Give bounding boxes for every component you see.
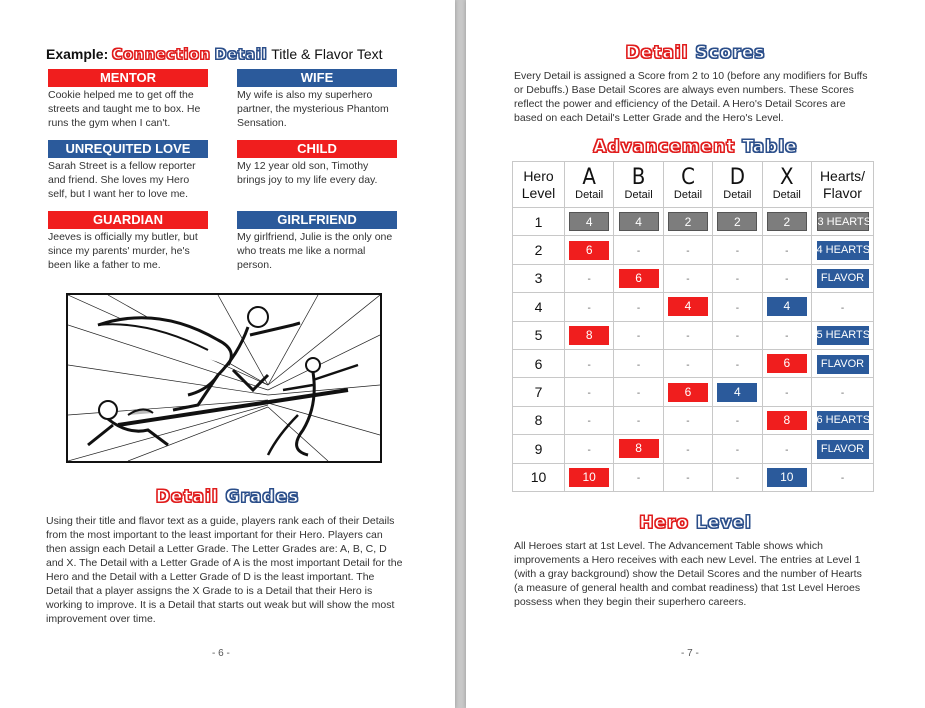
detail-score-cell (762, 378, 811, 406)
detail-score-cell (663, 349, 712, 377)
empty-dash: - (636, 302, 641, 314)
empty-dash: - (735, 359, 740, 371)
empty-dash: - (636, 246, 641, 258)
detail-score-cell (762, 463, 811, 491)
empty-dash: - (686, 444, 690, 456)
connection-title: MENTOR (48, 69, 208, 87)
detail-score-cell (565, 406, 614, 434)
hearts-flavor-chip: 5 HEARTS (817, 326, 869, 345)
hearts-flavor-chip: FLAVOR (817, 269, 869, 288)
hearts-flavor-cell (812, 264, 874, 292)
detail-score-cell (565, 236, 614, 264)
score-chip: 4 (717, 383, 757, 402)
empty-dash: - (735, 274, 740, 286)
connection-mentor (48, 69, 208, 130)
header-grade-c (663, 162, 712, 208)
connection-guardian (48, 211, 208, 272)
detail-score-cell (663, 321, 712, 349)
score-chip: 6 (569, 241, 609, 260)
hearts-flavor-cell (812, 321, 874, 349)
comic-fight-illustration (66, 293, 382, 463)
detail-score-cell (565, 463, 614, 491)
detail-score-cell (713, 378, 762, 406)
detail-word: Detail (772, 189, 801, 201)
header-grade-x (762, 162, 811, 208)
title-word: Detail (155, 487, 219, 507)
hearts-flavor-chip: 3 HEARTS (817, 212, 869, 231)
hero-level-cell: 5 (513, 321, 565, 349)
empty-dash: - (587, 388, 591, 400)
score-chip: 8 (767, 411, 807, 430)
example-word-detail: Detail (214, 47, 268, 63)
detail-score-cell (713, 406, 762, 434)
header-hero-level (513, 162, 565, 208)
hearts-flavor-cell (812, 406, 874, 434)
table-row (513, 208, 874, 236)
table-row (513, 406, 874, 434)
example-tail: Title & Flavor Text (271, 46, 383, 62)
empty-dash: - (785, 274, 789, 286)
detail-score-cell (565, 378, 614, 406)
empty-dash: - (587, 302, 591, 314)
score-chip: 10 (767, 468, 807, 487)
title-word: Level (695, 513, 752, 533)
connection-text: Sarah Street is a fellow reporter and friend. She loves my Hero self, but I want her to love me. (48, 160, 196, 200)
connection-text: My 12 year old son, Timothy brings joy to my life every day. (237, 160, 378, 186)
empty-dash: - (735, 473, 740, 485)
detail-word: Detail (673, 189, 703, 201)
detail-score-cell (762, 264, 811, 292)
empty-dash: - (785, 331, 789, 343)
empty-dash: - (686, 473, 690, 485)
detail-word: Detail (624, 189, 653, 201)
detail-score-cell (565, 321, 614, 349)
detail-score-cell (762, 321, 811, 349)
hero-level-title (466, 513, 925, 533)
hearts-flavor-chip: 6 HEARTS (817, 411, 869, 430)
empty-dash: - (636, 331, 641, 343)
empty-dash: - (785, 444, 789, 456)
empty-dash: - (785, 246, 789, 258)
score-chip: 8 (569, 326, 609, 345)
detail-word: Detail (575, 189, 604, 201)
grade-letter: D (729, 165, 745, 190)
detail-score-cell (614, 293, 663, 321)
detail-score-cell (614, 435, 663, 463)
connection-child (237, 140, 397, 187)
detail-scores-text: Every Detail is assigned a Score from 2 to 10 (before any modifiers for Buffs or Debuffs.) Base Detail Scores are always even numbers. These Scores reflect the power and efficiency of the Detail. A Hero's Detail Scores are based on each Detail's Letter Grade and the Hero's Level. (514, 70, 868, 124)
advancement-table (512, 161, 874, 492)
hearts-flavor-chip: FLAVOR (817, 440, 869, 459)
detail-score-cell (614, 208, 663, 236)
detail-score-cell (565, 349, 614, 377)
score-chip: 8 (619, 439, 659, 458)
score-chip: 4 (668, 297, 708, 316)
example-word-connection: Connection (112, 47, 211, 63)
detail-score-cell (762, 349, 811, 377)
grade-letter: A (582, 165, 596, 190)
example-heading (46, 46, 406, 63)
page-number: - 7 - (681, 648, 699, 659)
score-chip: 6 (619, 269, 659, 288)
hero-level-cell: 10 (513, 463, 565, 491)
detail-score-cell (614, 236, 663, 264)
hero-level-cell: 8 (513, 406, 565, 434)
detail-score-cell (565, 264, 614, 292)
hero-level-cell: 3 (513, 264, 565, 292)
detail-score-cell (663, 463, 712, 491)
detail-score-cell (614, 349, 663, 377)
score-chip: 2 (668, 212, 708, 231)
detail-score-cell (663, 435, 712, 463)
connection-title: CHILD (237, 140, 397, 158)
empty-dash: - (735, 246, 740, 258)
header-grade-b (614, 162, 663, 208)
connection-title: UNREQUITED LOVE (48, 140, 208, 158)
empty-dash: - (735, 444, 740, 456)
empty-dash: - (636, 473, 641, 485)
score-chip: 6 (668, 383, 708, 402)
header-text: Flavor (823, 184, 862, 201)
score-chip: 4 (569, 212, 609, 231)
score-chip: 4 (767, 297, 807, 316)
table-row (513, 349, 874, 377)
detail-score-cell (614, 463, 663, 491)
score-chip: 2 (767, 212, 807, 231)
hero-level-cell: 1 (513, 208, 565, 236)
detail-score-cell (663, 378, 712, 406)
hero-level-cell: 2 (513, 236, 565, 264)
hearts-flavor-cell (812, 208, 874, 236)
connection-title: GIRLFRIEND (237, 211, 397, 229)
detail-score-cell (713, 463, 762, 491)
connection-title: GUARDIAN (48, 211, 208, 229)
detail-score-cell (762, 406, 811, 434)
empty-dash: - (686, 359, 690, 371)
detail-grades-title (0, 487, 455, 507)
grade-letter: B (631, 165, 646, 190)
hearts-flavor-cell (812, 236, 874, 264)
detail-scores-title (466, 43, 925, 63)
detail-score-cell (614, 321, 663, 349)
detail-score-cell (565, 293, 614, 321)
page-6 (0, 0, 455, 708)
connection-girlfriend (237, 211, 397, 272)
connection-wife (237, 69, 397, 130)
score-chip: 4 (619, 212, 659, 231)
detail-score-cell (663, 236, 712, 264)
detail-score-cell (565, 435, 614, 463)
title-word: Grades (225, 487, 300, 507)
title-word: Advancement (593, 137, 736, 157)
title-word: Hero (639, 513, 690, 533)
detail-score-cell (762, 236, 811, 264)
connection-text: My girlfriend, Julie is the only one who treats me like a normal person. (237, 231, 393, 271)
hearts-flavor-cell (812, 463, 874, 491)
detail-score-cell (663, 293, 712, 321)
title-word: Scores (695, 43, 766, 63)
hearts-flavor-chip: 4 HEARTS (817, 241, 869, 260)
empty-dash: - (686, 274, 690, 286)
score-chip: 10 (569, 468, 609, 487)
empty-dash: - (840, 388, 845, 400)
empty-dash: - (636, 359, 641, 371)
connection-unrequited-love (48, 140, 208, 201)
detail-score-cell (663, 264, 712, 292)
empty-dash: - (735, 416, 740, 428)
detail-score-cell (565, 208, 614, 236)
header-hearts-flavor (812, 162, 874, 208)
empty-dash: - (686, 331, 690, 343)
detail-score-cell (713, 293, 762, 321)
title-word: Table (742, 137, 798, 157)
score-chip: 6 (767, 354, 807, 373)
header-text: Hearts/ (819, 167, 866, 184)
table-row (513, 321, 874, 349)
empty-dash: - (840, 473, 845, 485)
detail-score-cell (713, 208, 762, 236)
table-row (513, 264, 874, 292)
empty-dash: - (735, 302, 740, 314)
hearts-flavor-cell (812, 349, 874, 377)
empty-dash: - (587, 359, 591, 371)
grade-letter: X (780, 165, 794, 190)
header-grade-a (565, 162, 614, 208)
table-row (513, 463, 874, 491)
hearts-flavor-chip: FLAVOR (817, 355, 869, 374)
header-grade-d (713, 162, 762, 208)
empty-dash: - (587, 274, 591, 286)
table-row (513, 236, 874, 264)
table-row (513, 378, 874, 406)
header-text: Level (521, 184, 556, 201)
hearts-flavor-cell (812, 435, 874, 463)
empty-dash: - (636, 416, 641, 428)
empty-dash: - (636, 388, 641, 400)
detail-score-cell (663, 208, 712, 236)
header-text: Hero (523, 167, 554, 184)
detail-score-cell (762, 293, 811, 321)
empty-dash: - (840, 302, 845, 314)
table-header-row (513, 162, 874, 208)
hero-level-cell: 4 (513, 293, 565, 321)
empty-dash: - (735, 331, 740, 343)
detail-score-cell (713, 264, 762, 292)
detail-score-cell (663, 406, 712, 434)
detail-score-cell (762, 208, 811, 236)
detail-score-cell (713, 321, 762, 349)
detail-score-cell (614, 378, 663, 406)
detail-score-cell (713, 435, 762, 463)
advancement-table-title (466, 137, 925, 157)
detail-score-cell (713, 349, 762, 377)
hero-level-cell: 6 (513, 349, 565, 377)
empty-dash: - (587, 444, 591, 456)
empty-dash: - (686, 246, 690, 258)
page-number: - 6 - (212, 648, 230, 659)
connection-title: WIFE (237, 69, 397, 87)
hearts-flavor-cell (812, 293, 874, 321)
score-chip: 2 (717, 212, 757, 231)
detail-word: Detail (723, 189, 752, 201)
empty-dash: - (686, 416, 690, 428)
empty-dash: - (785, 388, 789, 400)
detail-grades-text: Using their title and flavor text as a guide, players rank each of their Details from the most important to the least important for their Hero. Players can then assign each Detail a Letter Grade. The Letter Grades are: A, B, C, D and X. The Detail with a Letter Grade of A is the most important Detail for the Hero and the Detail with a Letter Grade of D is the least important. The Detail that a player assigns the X Grade to is a Detail that their Hero is working to improve. It is a Detail that starts out weak but will show the most improvement over time. (46, 515, 403, 625)
hero-level-cell: 7 (513, 378, 565, 406)
hearts-flavor-cell (812, 378, 874, 406)
detail-score-cell (614, 264, 663, 292)
hero-level-text: All Heroes start at 1st Level. The Advancement Table shows which improvements a Hero receives with each new Level. The entries at Level 1 (with a gray background) show the Detail Scores and the number of Hearts (a measure of general health and combat readiness) that 1st Level Heroes possess when they begin their superhero careers. (514, 540, 862, 608)
title-word: Detail (625, 43, 689, 63)
connection-text: My wife is also my superhero partner, the mysterious Phantom Sensation. (237, 89, 389, 129)
table-row (513, 435, 874, 463)
connection-text: Cookie helped me to get off the streets and taught me to box. He runs the gym when I can't. (48, 89, 201, 129)
detail-score-cell (614, 406, 663, 434)
grade-letter: C (681, 165, 695, 190)
example-lead: Example: (46, 46, 109, 62)
empty-dash: - (587, 416, 591, 428)
detail-score-cell (713, 236, 762, 264)
table-row (513, 293, 874, 321)
hero-level-cell: 9 (513, 435, 565, 463)
connection-text: Jeeves is officially my butler, but since my parents' murder, he's been like a father to me. (48, 231, 198, 271)
detail-score-cell (762, 435, 811, 463)
